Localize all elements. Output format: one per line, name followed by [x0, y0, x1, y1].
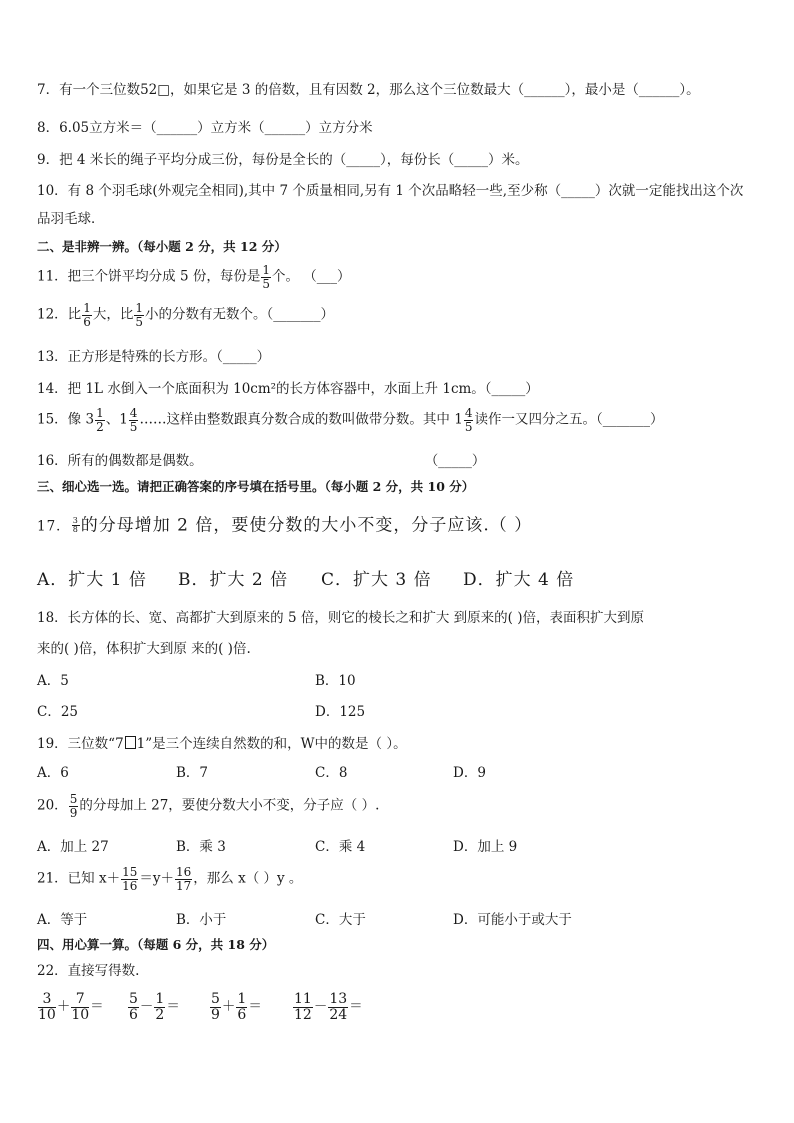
q15: 15．像 3 $\frac{1}{2}$ 、1 $\frac{4}{5}$ ……这样由整数跟真分数合成的数叫做带分数。其中 1 $\frac{4}{5}$ 读作一又四分之五。（_______）: [37, 406, 664, 434]
q19-option-c: C．8: [315, 765, 348, 781]
q19-option-a: A．6: [37, 765, 69, 781]
q19: 19．三位数“7 1”是三个连续自然数的和，W中的数是（ ）。: [37, 736, 407, 752]
q19-option-b: B．7: [176, 765, 209, 781]
q18-option-d: D．125: [315, 704, 366, 720]
q17-option-d: D．扩大 4 倍: [463, 570, 575, 590]
q18-option-c: C．25: [37, 704, 79, 720]
blank-box-icon: [125, 736, 136, 749]
q18-option-a: A．5: [37, 673, 69, 689]
calc-item: $\frac{5}{6}$ － $\frac{1}{2}$ ＝: [129, 991, 180, 1023]
q17: 17． $\frac{3}{8}$ 的分母增加 2 倍，要使分数的大小不变，分子应该.（ ）: [37, 515, 533, 536]
q14: 14．把 1L 水倒入一个底面积为 10cm²的长方体容器中，水面上升 1cm。（_____）: [37, 381, 539, 397]
q18-option-b: B．10: [315, 673, 356, 689]
q21-option-c: C．大于: [315, 912, 366, 928]
calc-item: $\frac{5}{9}$ ＋ $\frac{1}{6}$ ＝: [211, 991, 262, 1023]
q20-option-d: D．加上 9: [453, 839, 518, 855]
q17-option-b: B．扩大 2 倍: [178, 570, 289, 590]
q13: 13．正方形是特殊的长方形。（_____）: [37, 349, 271, 365]
q10-line2: 品羽毛球．: [37, 211, 105, 227]
section-2-title: 二、是非辨一辨。（每小题 2 分，共 12 分）: [37, 239, 287, 254]
calc-item: $\frac{3}{10}$ ＋ $\frac{7}{10}$ ＝: [38, 991, 104, 1023]
q16: 16．所有的偶数都是偶数。 （_____）: [37, 453, 486, 469]
q21-option-a: A．等于: [37, 912, 88, 928]
q19-option-d: D．9: [453, 765, 486, 781]
q7: 7．有一个三位数52□，如果它是 3 的倍数，且有因数 2，那么这个三位数最大（______），最小是（______）。: [37, 82, 700, 98]
q11: 11．把三个饼平均分成 5 份，每份是 $\frac{1}{5}$ 个。 （___）: [37, 263, 351, 291]
section-4-title: 四、用心算一算。（每题 6 分，共 18 分）: [37, 937, 275, 952]
q18-line1: 18．长方体的长、宽、高都扩大到原来的 5 倍，则它的棱长之和扩大 到原来的( )倍，表面积扩大到原: [37, 610, 644, 626]
q21-option-d: D．可能小于或大于: [453, 912, 572, 928]
q21-option-b: B．小于: [176, 912, 227, 928]
calc-item: $\frac{11}{12}$ － $\frac{13}{24}$ ＝: [294, 991, 363, 1023]
q21: 21．已知 x＋ $\frac{15}{16}$ ＝y＋ $\frac{16}{17}$ ，那么 x（ ）y 。: [37, 865, 303, 893]
section-3-title: 三、细心选一选。请把正确答案的序号填在括号里。（每小题 2 分，共 10 分）: [37, 479, 475, 494]
q12: 12．比 $\frac{1}{6}$ 大，比 $\frac{1}{5}$ 小的分数有无数个。（_______）: [37, 301, 334, 329]
q20: 20． $\frac{5}{9}$ 的分母加上 27，要使分数大小不变，分子应（ ）.: [37, 792, 380, 820]
q17-option-a: A．扩大 1 倍: [37, 570, 147, 590]
q20-option-a: A．加上 27: [37, 839, 109, 855]
q8: 8．6.05立方米＝（______）立方米（______）立方分米: [37, 120, 373, 136]
q17-option-c: C．扩大 3 倍: [321, 570, 432, 590]
q22: 22．直接写得数.: [37, 963, 140, 979]
q18-line2: 来的( )倍，体积扩大到原 来的( )倍.: [37, 641, 251, 657]
q20-option-b: B．乘 3: [176, 839, 226, 855]
q10-line1: 10．有 8 个羽毛球(外观完全相同),其中 7 个质量相同,另有 1 个次品略轻一些,至少称（_____）次就一定能找出这个次: [37, 183, 744, 199]
q9: 9．把 4 米长的绳子平均分成三份，每份是全长的（_____），每份长（_____）米。: [37, 152, 529, 168]
q20-option-c: C．乘 4: [315, 839, 366, 855]
